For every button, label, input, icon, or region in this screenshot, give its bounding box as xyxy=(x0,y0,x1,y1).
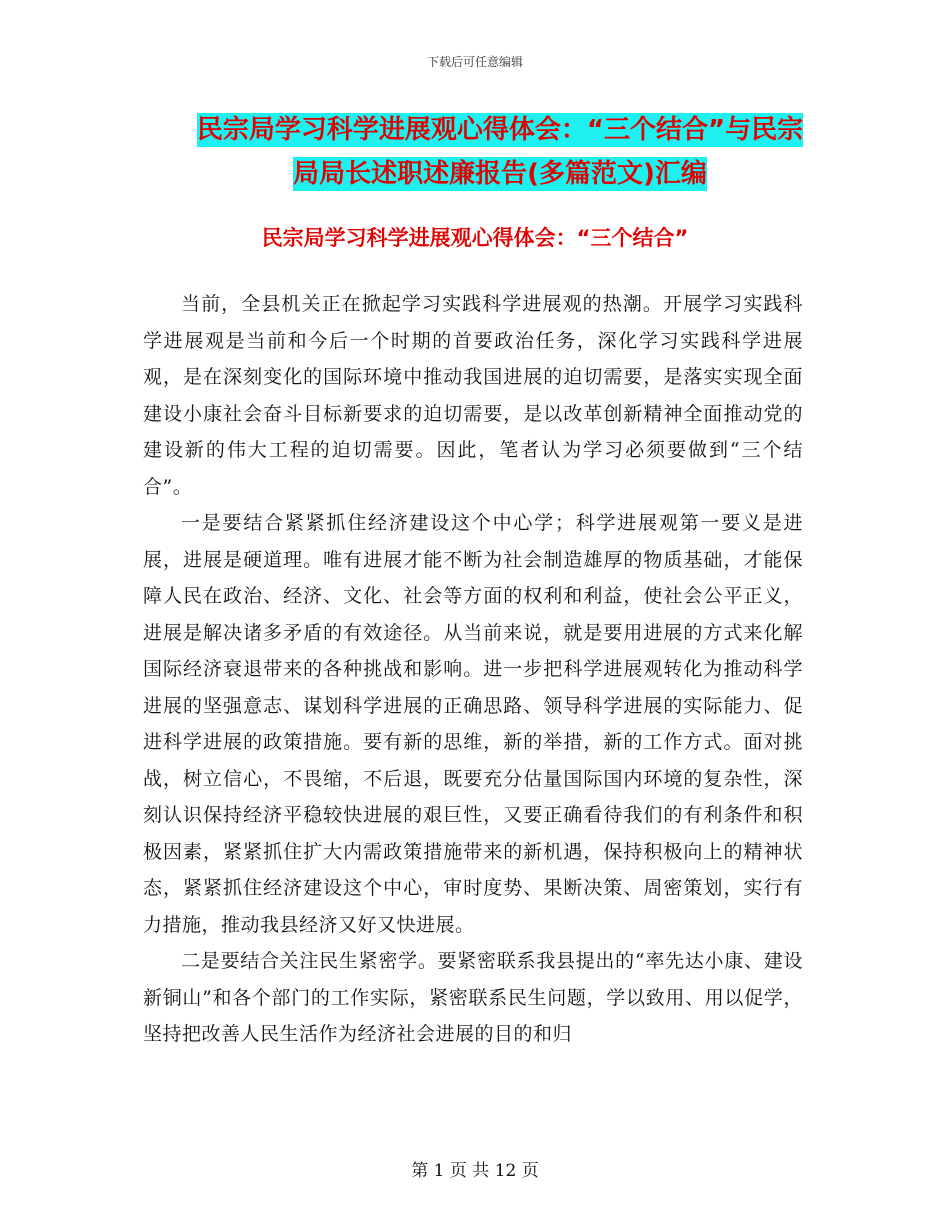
header-note: 下载后可任意编辑 xyxy=(426,55,523,69)
document-title-text: 民宗局学习科学进展观心得体会：“三个结合”与民宗局局长述职述廉报告(多篇范文)汇编 xyxy=(196,115,804,189)
body-text xyxy=(143,286,803,1053)
document-title xyxy=(185,108,815,196)
paragraph-2: 一是要结合紧紧抓住经济建设这个中心学；科学进展观第一要义是进展，进展是硬道理。唯有进展才能不断为社会制造雄厚的物质基础，才能保障人民在政治、经济、文化、社会等方面的权利和利益，使社会公平正义，进展是解决诸多矛盾的有效途径。从当前来说，就是要用进展的方式来化解国际经济衰退带来的各种挑战和影响。进一步把科学进展观转化为推动科学进展的坚强意志、谋划科学进展的正确思路、领导科学进展的实际能力、促进科学进展的政策措施。要有新的思维，新的举措，新的工作方式。面对挑战，树立信心，不畏缩，不后退，既要充分估量国际国内环境的复杂性，深刻认识保持经济平稳较快进展的艰巨性，又要正确看待我们的有利条件和积极因素，紧紧抓住扩大内需政策措施带来的新机遇，保持积极向上的精神状态，紧紧抓住经济建设这个中心，审时度势、果断决策、周密策划，实行有力措施，推动我县经济又好又快进展。 xyxy=(143,512,803,936)
paragraph-1: 当前，全县机关正在掀起学习实践科学进展观的热潮。开展学习实践科学进展观是当前和今后一个时期的首要政治任务，深化学习实践科学进展观，是在深刻变化的国际环境中推动我国进展的迫切需要，是落实实现全面建设小康社会奋斗目标新要求的迫切需要，是以改革创新精神全面推动党的建设新的伟大工程的迫切需要。因此，笔者认为学习必须要做到“三个结合”。 xyxy=(143,293,803,498)
page-number: 第 1 页 共 12 页 xyxy=(411,1161,539,1181)
section-title: 民宗局学习科学进展观心得体会：“三个结合” xyxy=(261,226,689,250)
paragraph-3: 二是要结合关注民生紧密学。要紧密联系我县提出的“率先达小康、建设新铜山”和各个部门的工作实际，紧密联系民生问题，学以致用、用以促学，坚持把改善人民生活作为经济社会进展的目的和归 xyxy=(143,950,803,1045)
